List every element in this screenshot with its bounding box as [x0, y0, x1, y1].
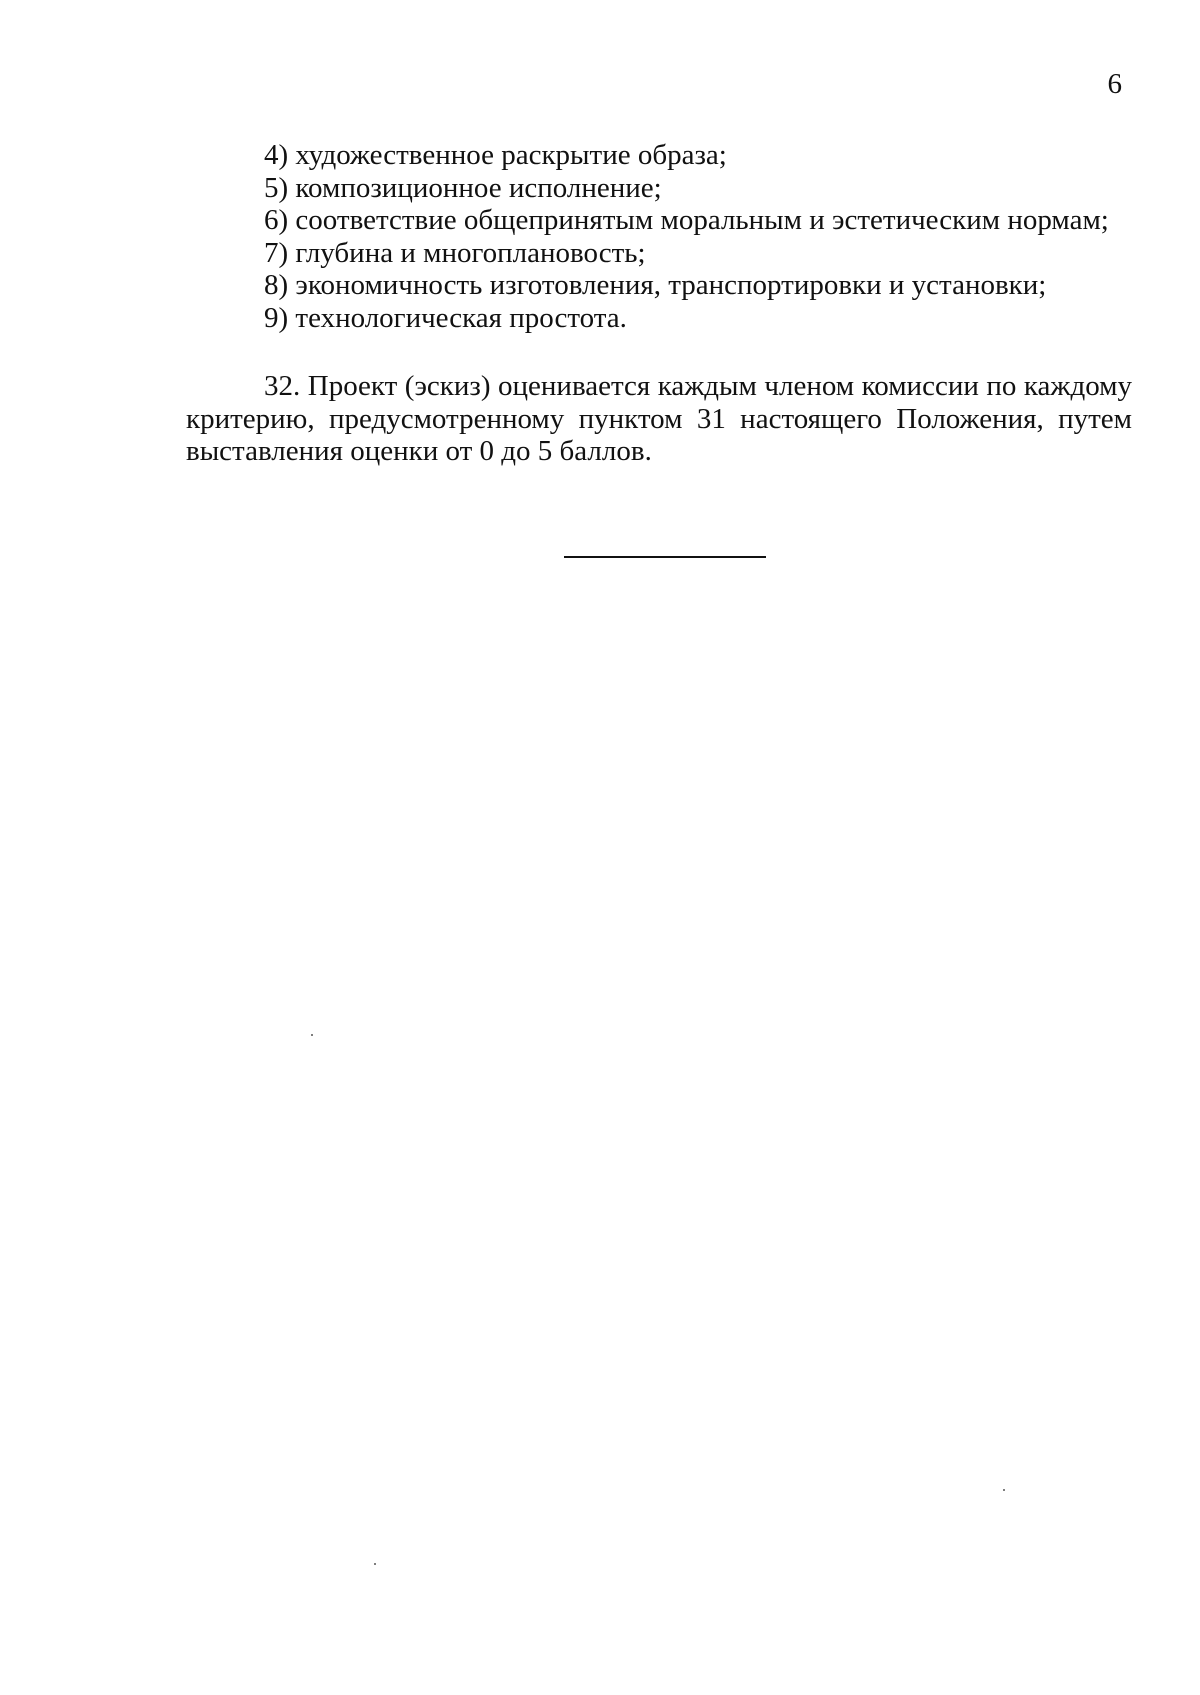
scan-speck: [311, 1034, 313, 1036]
scan-speck: [1003, 1489, 1005, 1491]
criterion-item: 7) глубина и многоплановость;: [264, 236, 646, 269]
criterion-item: 5) композиционное исполнение;: [264, 171, 662, 204]
end-separator-line: [564, 556, 766, 558]
page-number: 6: [1107, 68, 1122, 100]
paragraph-32: 32. Проект (эскиз) оценивается каждым членом комиссии по каждому критерию, предусмотренному пунктом 31 настоящего Положения, путем выставления оценки от 0 до 5 баллов.: [186, 370, 1132, 468]
criteria-list: [264, 139, 1109, 335]
criterion-item: 8) экономичность изготовления, транспортировки и установки;: [264, 269, 1047, 302]
criterion-item: 9) технологическая простота.: [264, 301, 627, 334]
criterion-item: 6) соответствие общепринятым моральным и эстетическим нормам;: [264, 204, 1109, 237]
scan-speck: [374, 1563, 376, 1565]
criterion-item: 4) художественное раскрытие образа;: [264, 139, 727, 171]
